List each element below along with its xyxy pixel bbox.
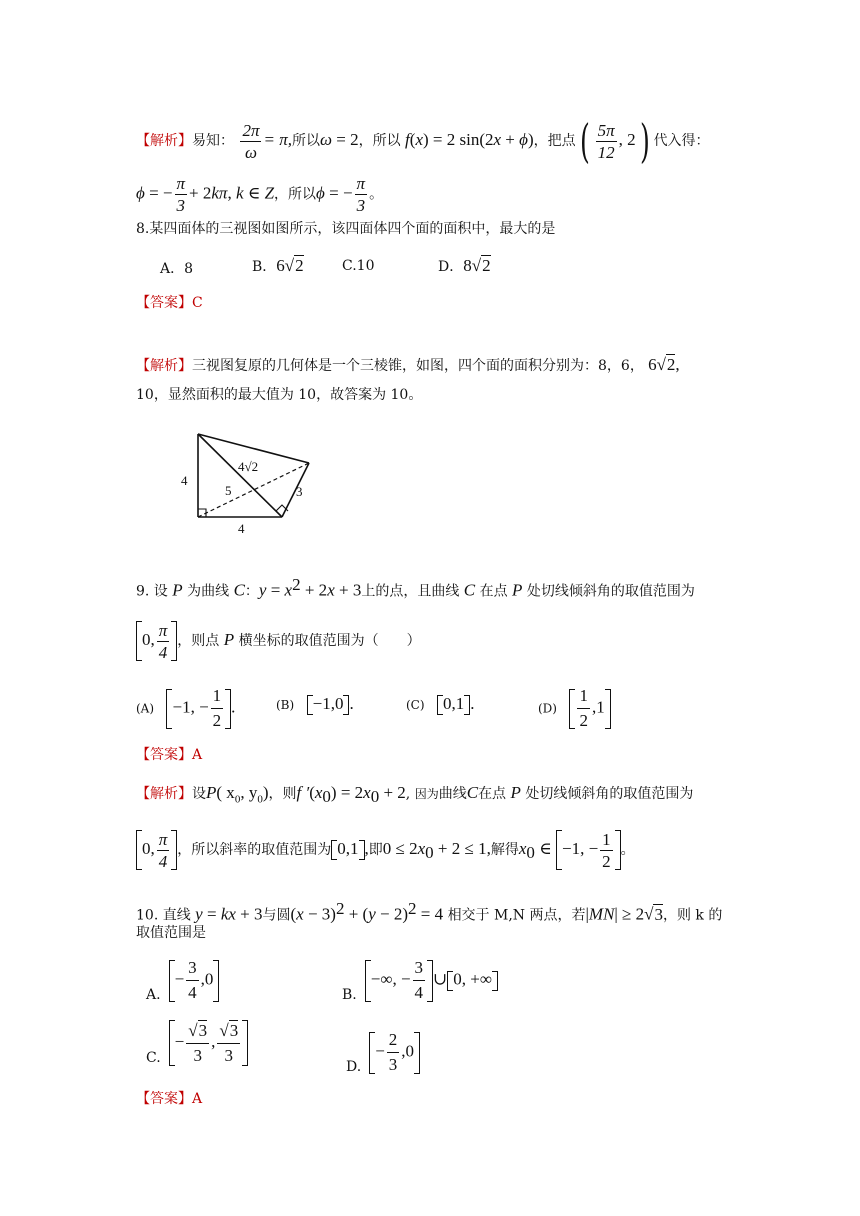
- q10-option-a: A.− $\frac{3}{4}$ ,0: [146, 958, 219, 1003]
- fraction-pi-4: $\frac{\pi}{4}$: [158, 620, 168, 662]
- label-bottom-4: 4: [238, 521, 245, 536]
- q9-option-c: (C) 0,1 .: [406, 694, 475, 713]
- text: ，所以: [274, 186, 317, 203]
- q10-option-c: C.− $\frac{√3}{3}$ , $\frac{√3}{3}$: [146, 1020, 248, 1066]
- q10-answer: 【答案】A: [136, 1091, 203, 1107]
- text: 所以: [291, 133, 320, 149]
- fraction-3-4: $\frac{3}{4}$: [188, 958, 197, 1002]
- fraction-sqrt3-3: $\frac{√3}{3}$: [188, 1020, 208, 1065]
- q9-stem-line2: 0, $\frac{\pi}{4}$ ，则点 P 横坐标的取值范围为（ ）: [136, 621, 421, 661]
- fraction-pi-4b: $\frac{\pi}{4}$: [158, 829, 168, 871]
- q9-stem-line1: 9. 设 P 为曲线 C：$y = x^2 + 2x + 3$上的点，且曲线 C 在点 P 处切线倾斜角的取值范围为: [136, 575, 695, 600]
- text: ，把点: [533, 133, 576, 149]
- fraction-pi-3b: $\frac{\pi}{3}$: [356, 174, 366, 215]
- q8-explanation-line2: 10，显然面积的最大值为 10，故答案为 10。: [136, 387, 423, 403]
- q9-option-a: (A) −1, − $\frac{1}{2}$ .: [136, 686, 236, 730]
- fraction-2-3: $\frac{2}{3}$: [388, 1030, 398, 1074]
- q9-option-d: (D) $\frac{1}{2}$ ,1: [538, 686, 611, 731]
- label-left-4: 4: [181, 473, 188, 488]
- q8-stem: 8.某四面体的三视图如图所示，该四面体四个面的面积中，最大的是: [136, 221, 556, 237]
- q9-answer: 【答案】A: [136, 747, 203, 763]
- q8-answer: 【答案】C: [136, 295, 203, 311]
- explanation-tag: 【解析】: [136, 133, 192, 149]
- q8-option-b: B．6√2: [252, 256, 304, 275]
- label-5: 5: [225, 483, 232, 498]
- label-4sqrt2: 4√2: [238, 459, 259, 474]
- text: 代入得：: [653, 133, 710, 149]
- q9-option-b: (B) −1,0 .: [276, 694, 354, 713]
- q8-option-c: C.10: [342, 258, 375, 274]
- fraction-3-4b: $\frac{3}{4}$: [414, 958, 424, 1002]
- fraction-1-2c: $\frac{1}{2}$: [602, 829, 611, 871]
- fraction-1-2b: $\frac{1}{2}$: [579, 686, 588, 730]
- tetrahedron-figure: [178, 425, 318, 536]
- q8-option-d: D．8√2: [438, 256, 491, 275]
- fraction-5pi-12: $\frac{5\pi}{12}$: [597, 120, 615, 162]
- q9-explanation-line2: 0, $\frac{\pi}{4}$ ，所以斜率的取值范围为 0,1 ,即$0 \le 2x_0 + 2 \le 1$,解得$x_0$ ∈ −1, − $\frac{1}{2}$ 。: [136, 830, 635, 870]
- fraction-1-2: $\frac{1}{2}$: [212, 686, 222, 730]
- q10-option-d: D.− $\frac{2}{3}$ ,0: [346, 1030, 420, 1075]
- q8-explanation-line1: 【解析】三视图复原的几何体是一个三棱锥，如图，四个面的面积分别为：8，6， 6√2,: [136, 355, 680, 374]
- text: 易知：: [192, 133, 234, 149]
- text: ，所以: [358, 133, 401, 149]
- q7-explanation-line1: 【解析】易知： $\frac{2\pi}{\omega}$ = π,所以ω = 2，所以 f(x) = 2 sin(2x + ϕ)，把点( $\frac{5\pi}{12}$ , 2) 代入得：: [136, 114, 710, 168]
- fraction-pi-3: $\frac{\pi}{3}$: [176, 174, 186, 215]
- q10-stem-line2: 取值范围是: [136, 925, 206, 941]
- q9-explanation-line1: 【解析】设P( $x_0$, $y_0$)，则f $'(x_0) = 2x_0 + 2$, 因为曲线C在点 P 处切线倾斜角的取值范围为: [136, 783, 694, 806]
- label-3: 3: [296, 484, 303, 499]
- fraction-2pi-omega: $\frac{2\pi}{\omega}$: [242, 120, 260, 162]
- q10-stem-line1: 10. 直线 y = kx + 3与圆$(x - 3)^2 + (y - 2)^2 = 4$ 相交于 M,N 两点，若|MN| ≥ 2√3，则 k 的: [136, 899, 723, 924]
- fraction-sqrt3-3b: $\frac{√3}{3}$: [219, 1020, 239, 1065]
- q10-option-b: B.−∞, − $\frac{3}{4}$ ∪ 0, +∞: [342, 958, 498, 1003]
- q8-option-a: A．8: [160, 261, 194, 277]
- q7-explanation-line2: ϕ = − $\frac{\pi}{3}$ + 2kπ, k ∈ Z，所以ϕ = − $\frac{\pi}{3}$ 。: [136, 174, 384, 215]
